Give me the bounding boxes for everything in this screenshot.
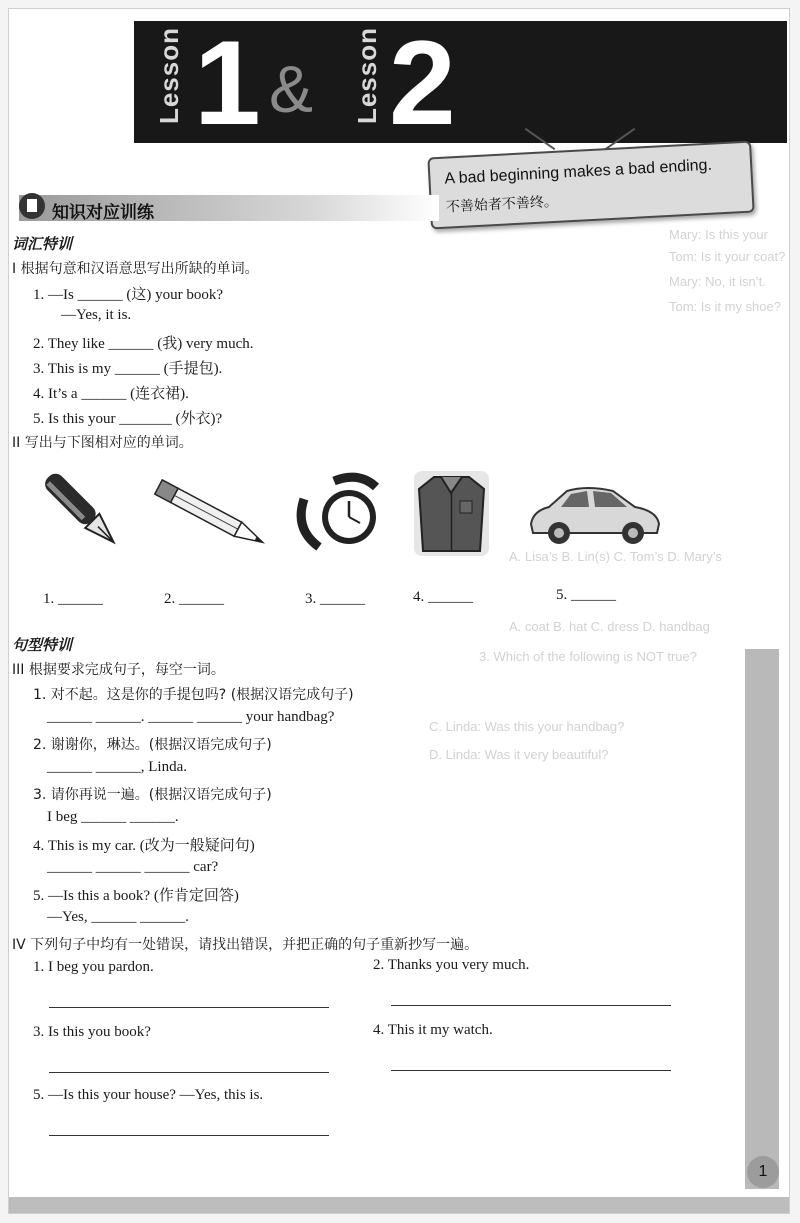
part2-instruction: II 写出与下图相对应的单词。 <box>12 435 193 451</box>
bleed-text: Tom: Is it my shoe? <box>669 299 781 314</box>
answer-line[interactable] <box>49 1072 329 1073</box>
picture-blank: 5. ______ <box>556 587 616 603</box>
picture-blank: 3. ______ <box>305 591 365 607</box>
watch-icon <box>294 469 384 554</box>
part1-item: 1. —Is ______ (这) your book? <box>33 287 223 303</box>
answer-line[interactable] <box>49 1135 329 1136</box>
lesson-banner <box>134 16 787 150</box>
section-title: 知识对应训练 <box>52 203 154 223</box>
part3-item: 3. 请你再说一遍。(根据汉语完成句子) <box>33 787 272 803</box>
part4-item: 5. —Is this your house? —Yes, this is. <box>33 1087 264 1103</box>
picture-blank: 2. ______ <box>164 591 224 607</box>
part4-item: 4. This it my watch. <box>373 1022 493 1038</box>
bleed-text: Mary: No, it isn’t. <box>669 274 766 289</box>
bleed-text: C. Linda: Was this your handbag? <box>429 719 625 734</box>
part4-instruction: IV 下列句子中均有一处错误，请找出错误，并把正确的句子重新抄写一遍。 <box>12 937 479 953</box>
part1-item: 3. This is my ______ (手提包). <box>33 361 223 377</box>
vocab-heading: 词汇特训 <box>12 235 73 253</box>
motto-english: A bad beginning makes a bad ending. <box>444 156 713 188</box>
ampersand: & <box>269 52 314 126</box>
lesson-label: Lesson <box>154 27 184 125</box>
lesson-label: Lesson <box>352 27 382 125</box>
picture-blank: 4. ______ <box>413 589 473 605</box>
bottom-margin-bar <box>9 1197 789 1213</box>
sentence-heading: 句型特训 <box>12 636 73 654</box>
part1-item: 4. It’s a ______ (连衣裙). <box>33 386 189 402</box>
part3-item: —Yes, ______ ______. <box>47 909 189 925</box>
part3-item: 2. 谢谢你，琳达。(根据汉语完成句子) <box>33 737 272 753</box>
answer-line[interactable] <box>391 1070 671 1071</box>
pencil-icon <box>149 479 274 554</box>
car-icon <box>527 479 662 549</box>
answer-line[interactable] <box>49 1007 329 1008</box>
part3-item: 4. This is my car. (改为一般疑问句) <box>33 838 255 854</box>
bleed-text: A. Lisa’s B. Lin(s) C. Tom’s D. Mary’s <box>509 549 722 564</box>
lesson-number: 1 <box>194 16 261 150</box>
answer-line[interactable] <box>391 1005 671 1006</box>
bleed-text: D. Linda: Was it very beautiful? <box>429 747 609 762</box>
bleed-text: 3. Which of the following is NOT true? <box>479 649 697 664</box>
right-margin-bar <box>745 649 779 1189</box>
pen-icon <box>34 464 129 559</box>
part4-item: 1. I beg you pardon. <box>33 959 154 975</box>
part1-item: 5. Is this your _______ (外衣)? <box>33 411 223 427</box>
picture-blank: 1. ______ <box>43 591 103 607</box>
part1-item: —Yes, it is. <box>61 307 132 323</box>
motto-chinese: 不善始者不善终。 <box>445 193 559 216</box>
part3-item: 1. 对不起。这是你的手提包吗? (根据汉语完成句子) <box>33 687 354 703</box>
part1-item: 2. They like ______ (我) very much. <box>33 336 254 352</box>
section-header <box>19 195 439 221</box>
bleed-text: A. coat B. hat C. dress D. handbag <box>509 619 710 634</box>
page-number: 1 <box>747 1156 779 1188</box>
workbook-page <box>8 8 790 1214</box>
shirt-icon <box>414 471 489 556</box>
part3-item: 5. —Is this a book? (作肯定回答) <box>33 888 239 904</box>
part3-item: ______ ______, Linda. <box>47 759 187 775</box>
part3-item: ______ ______ ______ car? <box>47 859 219 875</box>
bleed-text: Mary: Is this your <box>669 227 768 242</box>
part1-instruction: I 根据句意和汉语意思写出所缺的单词。 <box>12 261 259 277</box>
motto-sign <box>427 141 754 230</box>
part3-instruction: III 根据要求完成句子，每空一词。 <box>12 662 225 678</box>
part4-item: 3. Is this you book? <box>33 1024 151 1040</box>
bleed-text: Tom: Is it your coat? <box>669 249 786 264</box>
part3-item: ______ ______. ______ ______ your handbag? <box>47 709 335 725</box>
lesson-number: 2 <box>389 16 456 150</box>
part4-item: 2. Thanks you very much. <box>373 957 530 973</box>
part3-item: I beg ______ ______. <box>47 809 179 825</box>
document-icon <box>19 193 45 219</box>
